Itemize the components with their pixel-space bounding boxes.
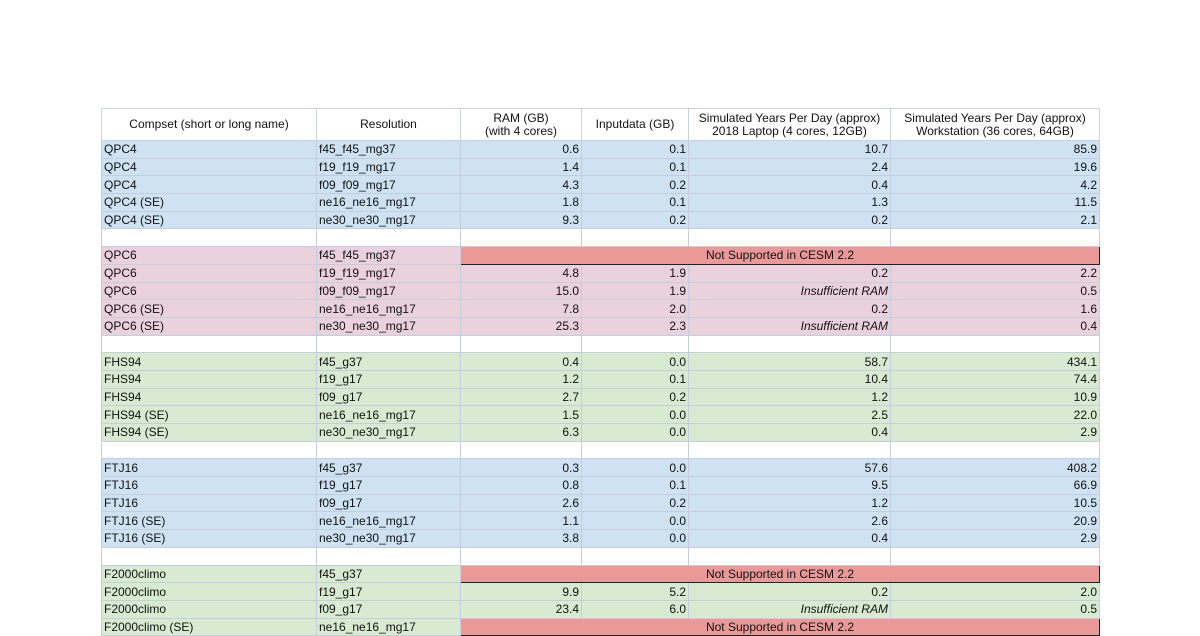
inputdata-cell: 0.1	[582, 477, 689, 495]
empty-cell	[102, 229, 317, 247]
table-row	[102, 282, 1100, 300]
workstation-sypd-cell: 2.9	[891, 530, 1100, 548]
compset-cell: QPC6	[102, 264, 317, 282]
inputdata-cell: 0.2	[582, 388, 689, 406]
empty-cell	[689, 547, 891, 565]
table-row	[102, 600, 1100, 618]
empty-cell	[891, 547, 1100, 565]
inputdata-cell: 0.0	[582, 530, 689, 548]
workstation-sypd-cell: 19.6	[891, 158, 1100, 176]
ram-cell: 1.1	[461, 512, 582, 530]
resolution-cell: ne16_ne16_mg17	[317, 618, 461, 636]
compset-cell: FHS94	[102, 353, 317, 371]
ram-cell: 4.8	[461, 264, 582, 282]
table-row	[102, 512, 1100, 530]
laptop-sypd-cell: 1.3	[689, 194, 891, 212]
resolution-cell: f45_g37	[317, 353, 461, 371]
ram-cell: 1.5	[461, 406, 582, 424]
laptop-sypd-cell: Insufficient RAM	[689, 282, 891, 300]
workstation-sypd-cell: 66.9	[891, 477, 1100, 495]
inputdata-cell: 0.1	[582, 141, 689, 159]
compset-cell: QPC4	[102, 158, 317, 176]
ram-cell: 1.4	[461, 158, 582, 176]
inputdata-cell: 0.2	[582, 494, 689, 512]
inputdata-cell: 5.2	[582, 583, 689, 601]
not-supported-cell: Not Supported in CESM 2.2	[461, 247, 1100, 265]
compset-cell: FTJ16 (SE)	[102, 530, 317, 548]
ram-cell: 2.6	[461, 494, 582, 512]
compset-cell: QPC4 (SE)	[102, 194, 317, 212]
resolution-cell: ne16_ne16_mg17	[317, 512, 461, 530]
empty-cell	[317, 229, 461, 247]
workstation-sypd-cell: 20.9	[891, 512, 1100, 530]
table-row	[102, 194, 1100, 212]
empty-cell	[689, 229, 891, 247]
empty-cell	[582, 229, 689, 247]
group-spacer-row	[102, 229, 1100, 247]
ram-cell: 2.7	[461, 388, 582, 406]
header-resolution	[317, 109, 461, 141]
laptop-sypd-cell: 1.2	[689, 494, 891, 512]
table-row	[102, 618, 1100, 636]
compset-cell: FHS94	[102, 370, 317, 388]
laptop-sypd-cell: Insufficient RAM	[689, 317, 891, 335]
empty-cell	[582, 547, 689, 565]
header-laptop-sypd-label: Simulated Years Per Day (approx) 2018 Laptop (4 cores, 12GB)	[698, 110, 881, 138]
performance-table	[101, 108, 1100, 636]
empty-cell	[102, 441, 317, 459]
table-row	[102, 565, 1100, 583]
resolution-cell: f45_f45_mg37	[317, 247, 461, 265]
laptop-sypd-cell: 0.4	[689, 424, 891, 442]
laptop-sypd-cell: 57.6	[689, 459, 891, 477]
not-supported-cell: Not Supported in CESM 2.2	[461, 565, 1100, 583]
table-row	[102, 406, 1100, 424]
resolution-cell: f19_f19_mg17	[317, 264, 461, 282]
table-row	[102, 583, 1100, 601]
workstation-sypd-cell: 2.9	[891, 424, 1100, 442]
ram-cell: 7.8	[461, 300, 582, 318]
table-row	[102, 370, 1100, 388]
empty-cell	[102, 335, 317, 353]
ram-cell: 6.3	[461, 424, 582, 442]
compset-cell: F2000climo (SE)	[102, 618, 317, 636]
table-row	[102, 459, 1100, 477]
table-row	[102, 424, 1100, 442]
resolution-cell: f45_f45_mg37	[317, 141, 461, 159]
workstation-sypd-cell: 0.4	[891, 317, 1100, 335]
table-body	[102, 141, 1100, 636]
workstation-sypd-cell: 434.1	[891, 353, 1100, 371]
empty-cell	[891, 335, 1100, 353]
resolution-cell: f09_g17	[317, 494, 461, 512]
empty-cell	[317, 547, 461, 565]
empty-cell	[317, 335, 461, 353]
workstation-sypd-cell: 74.4	[891, 370, 1100, 388]
inputdata-cell: 0.1	[582, 194, 689, 212]
inputdata-cell: 2.0	[582, 300, 689, 318]
inputdata-cell: 1.9	[582, 282, 689, 300]
workstation-sypd-cell: 1.6	[891, 300, 1100, 318]
resolution-cell: f19_g17	[317, 370, 461, 388]
compset-cell: QPC4	[102, 176, 317, 194]
workstation-sypd-cell: 2.2	[891, 264, 1100, 282]
laptop-sypd-cell: 9.5	[689, 477, 891, 495]
header-compset	[102, 109, 317, 141]
header-inputdata-label: Inputdata (GB)	[595, 117, 675, 131]
inputdata-cell: 0.1	[582, 158, 689, 176]
table-row	[102, 494, 1100, 512]
laptop-sypd-cell: 1.2	[689, 388, 891, 406]
workstation-sypd-cell: 85.9	[891, 141, 1100, 159]
empty-cell	[582, 335, 689, 353]
header-workstation-sypd-label: Simulated Years Per Day (approx) Workstation (36 cores, 64GB)	[904, 110, 1086, 138]
empty-cell	[461, 441, 582, 459]
table-row	[102, 353, 1100, 371]
compset-cell: QPC4 (SE)	[102, 211, 317, 229]
workstation-sypd-cell: 2.0	[891, 583, 1100, 601]
group-spacer-row	[102, 335, 1100, 353]
laptop-sypd-cell: 2.5	[689, 406, 891, 424]
table-row	[102, 388, 1100, 406]
inputdata-cell: 0.2	[582, 176, 689, 194]
header-resolution-label: Resolution	[360, 117, 417, 131]
header-laptop-sypd	[689, 109, 891, 141]
compset-cell: FHS94 (SE)	[102, 406, 317, 424]
compset-cell: FHS94	[102, 388, 317, 406]
ram-cell: 1.8	[461, 194, 582, 212]
workstation-sypd-cell: 22.0	[891, 406, 1100, 424]
ram-cell: 25.3	[461, 317, 582, 335]
empty-cell	[582, 441, 689, 459]
resolution-cell: ne30_ne30_mg17	[317, 317, 461, 335]
laptop-sypd-cell: 0.4	[689, 176, 891, 194]
header-ram	[461, 109, 582, 141]
workstation-sypd-cell: 408.2	[891, 459, 1100, 477]
inputdata-cell: 0.0	[582, 353, 689, 371]
empty-cell	[689, 335, 891, 353]
table-row	[102, 176, 1100, 194]
header-row	[102, 109, 1100, 141]
compset-cell: FTJ16 (SE)	[102, 512, 317, 530]
header-ram-label: RAM (GB) (with 4 cores)	[484, 110, 558, 138]
inputdata-cell: 0.0	[582, 459, 689, 477]
resolution-cell: f19_g17	[317, 477, 461, 495]
ram-cell: 9.3	[461, 211, 582, 229]
inputdata-cell: 0.0	[582, 406, 689, 424]
resolution-cell: f09_g17	[317, 388, 461, 406]
workstation-sypd-cell: 11.5	[891, 194, 1100, 212]
laptop-sypd-cell: 58.7	[689, 353, 891, 371]
workstation-sypd-cell: 0.5	[891, 282, 1100, 300]
laptop-sypd-cell: 10.4	[689, 370, 891, 388]
inputdata-cell: 0.0	[582, 424, 689, 442]
resolution-cell: f45_g37	[317, 565, 461, 583]
laptop-sypd-cell: 2.6	[689, 512, 891, 530]
compset-cell: QPC4	[102, 141, 317, 159]
compset-cell: FHS94 (SE)	[102, 424, 317, 442]
ram-cell: 1.2	[461, 370, 582, 388]
laptop-sypd-cell: 0.2	[689, 583, 891, 601]
table-row	[102, 211, 1100, 229]
ram-cell: 4.3	[461, 176, 582, 194]
compset-cell: QPC6	[102, 247, 317, 265]
laptop-sypd-cell: 0.2	[689, 264, 891, 282]
laptop-sypd-cell: 0.2	[689, 211, 891, 229]
resolution-cell: ne16_ne16_mg17	[317, 300, 461, 318]
header-workstation-sypd	[891, 109, 1100, 141]
table-row	[102, 477, 1100, 495]
table-row	[102, 141, 1100, 159]
empty-cell	[891, 229, 1100, 247]
inputdata-cell: 1.9	[582, 264, 689, 282]
resolution-cell: ne30_ne30_mg17	[317, 530, 461, 548]
not-supported-cell: Not Supported in CESM 2.2	[461, 618, 1100, 636]
resolution-cell: f09_f09_mg17	[317, 176, 461, 194]
empty-cell	[461, 335, 582, 353]
table-row	[102, 530, 1100, 548]
laptop-sypd-cell: 0.2	[689, 300, 891, 318]
compset-cell: F2000climo	[102, 583, 317, 601]
compset-cell: FTJ16	[102, 459, 317, 477]
empty-cell	[317, 441, 461, 459]
compset-cell: F2000climo	[102, 600, 317, 618]
workstation-sypd-cell: 2.1	[891, 211, 1100, 229]
resolution-cell: ne30_ne30_mg17	[317, 211, 461, 229]
resolution-cell: f19_f19_mg17	[317, 158, 461, 176]
group-spacer-row	[102, 547, 1100, 565]
empty-cell	[461, 229, 582, 247]
table-row	[102, 247, 1100, 265]
resolution-cell: f19_g17	[317, 583, 461, 601]
laptop-sypd-cell: 10.7	[689, 141, 891, 159]
table-row	[102, 300, 1100, 318]
table-row	[102, 264, 1100, 282]
compset-cell: QPC6	[102, 282, 317, 300]
compset-cell: F2000climo	[102, 565, 317, 583]
resolution-cell: f09_f09_mg17	[317, 282, 461, 300]
laptop-sypd-cell: Insufficient RAM	[689, 600, 891, 618]
resolution-cell: f45_g37	[317, 459, 461, 477]
ram-cell: 15.0	[461, 282, 582, 300]
resolution-cell: ne30_ne30_mg17	[317, 424, 461, 442]
ram-cell: 0.3	[461, 459, 582, 477]
compset-cell: FTJ16	[102, 494, 317, 512]
workstation-sypd-cell: 4.2	[891, 176, 1100, 194]
inputdata-cell: 0.0	[582, 512, 689, 530]
ram-cell: 0.4	[461, 353, 582, 371]
workstation-sypd-cell: 0.5	[891, 600, 1100, 618]
ram-cell: 3.8	[461, 530, 582, 548]
ram-cell: 23.4	[461, 600, 582, 618]
empty-cell	[461, 547, 582, 565]
ram-cell: 0.6	[461, 141, 582, 159]
inputdata-cell: 2.3	[582, 317, 689, 335]
table-row	[102, 317, 1100, 335]
inputdata-cell: 0.2	[582, 211, 689, 229]
header-inputdata	[582, 109, 689, 141]
table-row	[102, 158, 1100, 176]
header-compset-label: Compset (short or long name)	[129, 117, 289, 131]
inputdata-cell: 6.0	[582, 600, 689, 618]
empty-cell	[102, 547, 317, 565]
inputdata-cell: 0.1	[582, 370, 689, 388]
compset-cell: QPC6 (SE)	[102, 317, 317, 335]
empty-cell	[689, 441, 891, 459]
compset-cell: FTJ16	[102, 477, 317, 495]
resolution-cell: ne16_ne16_mg17	[317, 194, 461, 212]
ram-cell: 9.9	[461, 583, 582, 601]
group-spacer-row	[102, 441, 1100, 459]
workstation-sypd-cell: 10.5	[891, 494, 1100, 512]
resolution-cell: ne16_ne16_mg17	[317, 406, 461, 424]
ram-cell: 0.8	[461, 477, 582, 495]
workstation-sypd-cell: 10.9	[891, 388, 1100, 406]
empty-cell	[891, 441, 1100, 459]
laptop-sypd-cell: 2.4	[689, 158, 891, 176]
laptop-sypd-cell: 0.4	[689, 530, 891, 548]
compset-cell: QPC6 (SE)	[102, 300, 317, 318]
resolution-cell: f09_g17	[317, 600, 461, 618]
